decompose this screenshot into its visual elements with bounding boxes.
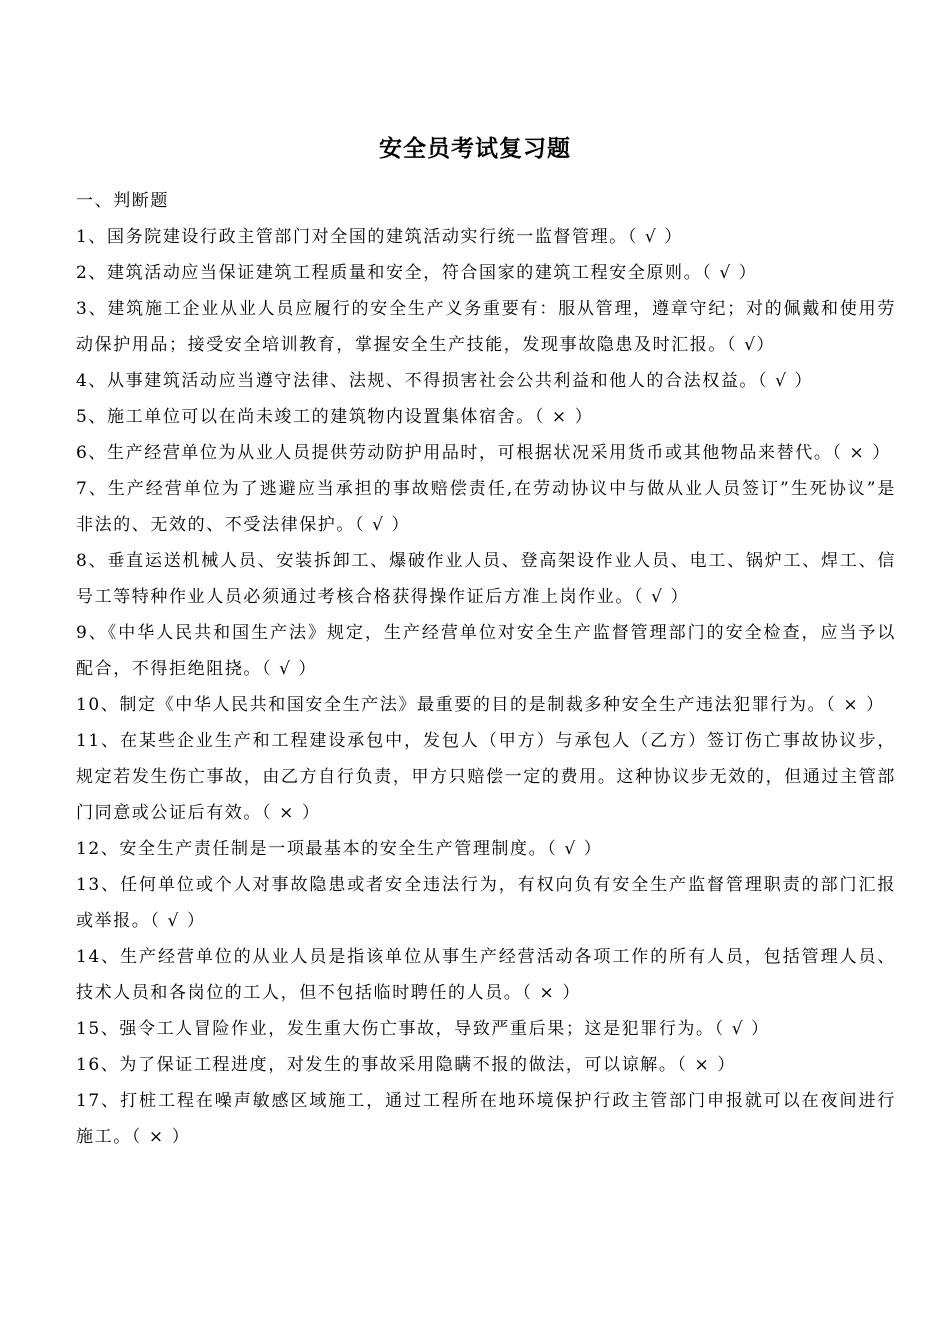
- question-5: 5、施工单位可以在尚未竣工的建筑物内设置集体宿舍。（ × ）: [76, 407, 594, 427]
- question-4: 4、从事建筑活动应当遵守法律、法规、不得损害社会公共利益和他人的合法权益。（ √ ）: [76, 371, 814, 391]
- question-17: 17、打桩工程在噪声敏感区域施工，通过工程所在地环境保护行政主管部门申报就可以在夜间进行施工。（ × ）: [76, 1091, 896, 1147]
- question-14: 14、生产经营单位的从业人员是指该单位从事生产经营活动各项工作的所有人员，包括管理人员、技术人员和各岗位的工人，但不包括临时聘任的人员。（ × ）: [76, 947, 896, 1003]
- question-6: 6、生产经营单位为从业人员提供劳动防护用品时，可根据状况采用货币或其他物品来替代。（ × ）: [76, 443, 891, 463]
- question-16: 16、为了保证工程进度，对发生的事故采用隐瞒不报的做法，可以谅解。（ × ）: [76, 1055, 736, 1075]
- question-1: 1、国务院建设行政主管部门对全国的建筑活动实行统一监督管理。（ √ ）: [76, 227, 683, 247]
- question-10: 10、制定《中华人民共和国安全生产法》最重要的目的是制裁多种安全生产违法犯罪行为。（ × ）: [76, 695, 885, 715]
- document-body: [76, 183, 896, 1155]
- question-8: 8、垂直运送机械人员、安装拆卸工、爆破作业人员、登高架设作业人员、电工、锅炉工、焊工、信号工等特种作业人员必须通过考核合格获得操作证后方准上岗作业。（ √ ）: [76, 551, 896, 607]
- document-title: 安全员考试复习题: [379, 135, 571, 162]
- question-7: 7、生产经营单位为了逃避应当承担的事故赔偿责任,在劳动协议中与做从业人员签订”生死协议”是非法的、无效的、不受法律保护。（ √ ）: [76, 479, 896, 535]
- question-13: 13、任何单位或个人对事故隐患或者安全违法行为，有权向负有安全生产监督管理职责的部门汇报或举报。（ √ ）: [76, 875, 896, 931]
- question-9: 9、《中华人民共和国生产法》规定，生产经营单位对安全生产监督管理部门的安全检查，应当予以配合，不得拒绝阻挠。（ √ ）: [76, 623, 896, 679]
- section-heading: 一、判断题: [76, 191, 169, 211]
- question-2: 2、建筑活动应当保证建筑工程质量和安全，符合国家的建筑工程安全原则。（ √ ）: [76, 263, 758, 283]
- question-15: 15、强令工人冒险作业，发生重大伤亡事故，导致严重后果；这是犯罪行为。（ √ ）: [76, 1019, 770, 1039]
- question-11: 11、在某些企业生产和工程建设承包中，发包人（甲方）与承包人（乙方）签订伤亡事故协议步，规定若发生伤亡事故，由乙方自行负责，甲方只赔偿一定的费用。这种协议步无效的，但通过主管部门同意或公证后有效。（ × ）: [76, 731, 896, 823]
- question-12: 12、安全生产责任制是一项最基本的安全生产管理制度。（ √ ）: [76, 839, 603, 859]
- question-3: 3、建筑施工企业从业人员应履行的安全生产义务重要有：服从管理，遵章守纪；对的佩戴和使用劳动保护用品；接受安全培训教育，掌握安全生产技能，发现事故隐患及时汇报。（ √）: [76, 299, 896, 355]
